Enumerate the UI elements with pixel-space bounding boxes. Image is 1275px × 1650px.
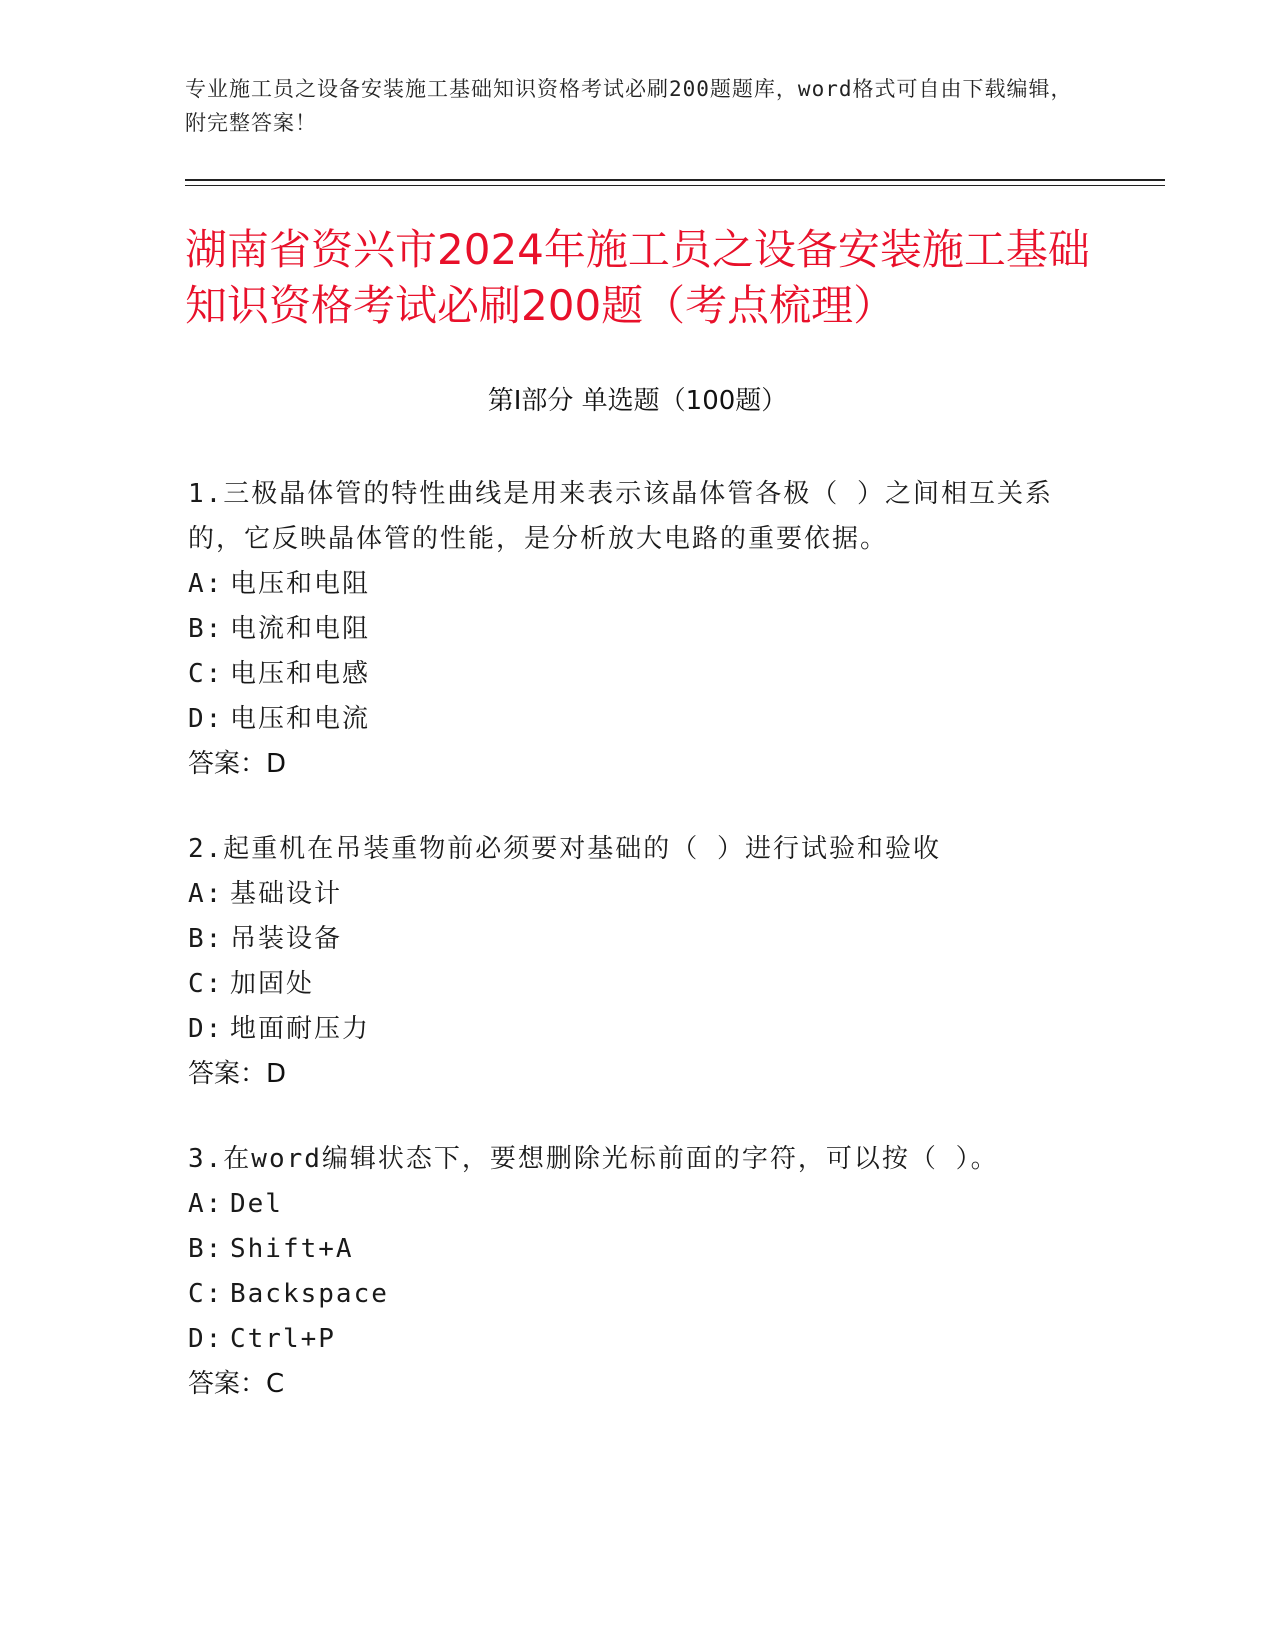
option-c [188,962,1088,1007]
option-d [188,1317,1088,1362]
option-text: Del [230,1189,283,1219]
option-b [188,1227,1088,1272]
question-stem: 3.在word编辑状态下，要想删除光标前面的字符，可以按（ ）。 [188,1144,999,1174]
header-rule-thin [185,185,1165,186]
option-letter: A: [188,879,224,909]
option-d [188,697,1088,742]
option-letter: C: [188,1279,224,1309]
option-text: 加固处 [230,969,315,999]
document-title: 湖南省资兴市2024年施工员之设备安装施工基础知识资格考试必刷200题（考点梳理） [185,225,1090,330]
option-text: 电流和电阻 [230,614,371,644]
option-letter: D: [188,1014,224,1044]
question-1 [188,472,1088,787]
question-stem: 1.三极晶体管的特性曲线是用来表示该晶体管各极（ ）之间相互关系的，它反映晶体管的性能，是分析放大电路的重要依据。 [188,479,1053,554]
option-text: 电压和电感 [230,659,371,689]
question-list [188,472,1088,1447]
option-a [188,872,1088,917]
option-text: 地面耐压力 [230,1014,371,1044]
option-c [188,652,1088,697]
option-d [188,1007,1088,1052]
option-text: 吊装设备 [230,924,343,954]
option-text: Shift+A [230,1234,354,1264]
option-text: Ctrl+P [230,1324,336,1354]
header-rule-thick [185,179,1165,181]
option-b [188,607,1088,652]
option-b [188,917,1088,962]
option-letter: D: [188,1324,224,1354]
answer: 答案：D [188,749,287,779]
option-c [188,1272,1088,1317]
option-text: Backspace [230,1279,389,1309]
option-letter: D: [188,704,224,734]
option-letter: B: [188,1234,224,1264]
section-title: 第Ⅰ部分 单选题（100题） [487,386,788,416]
answer: 答案：D [188,1059,287,1089]
option-letter: B: [188,924,224,954]
question-3 [188,1137,1088,1407]
option-text: 基础设计 [230,879,343,909]
option-text: 电压和电阻 [230,569,371,599]
option-letter: A: [188,1189,224,1219]
option-letter: B: [188,614,224,644]
option-letter: C: [188,969,224,999]
header-note: 专业施工员之设备安装施工基础知识资格考试必刷200题题库，word格式可自由下载编辑，附完整答案！ [185,77,1073,135]
question-2 [188,827,1088,1097]
option-a [188,1182,1088,1227]
option-letter: C: [188,659,224,689]
answer: 答案：C [188,1369,285,1399]
question-stem: 2.起重机在吊装重物前必须要对基础的（ ）进行试验和验收 [188,834,941,864]
option-letter: A: [188,569,224,599]
option-a [188,562,1088,607]
option-text: 电压和电流 [230,704,371,734]
